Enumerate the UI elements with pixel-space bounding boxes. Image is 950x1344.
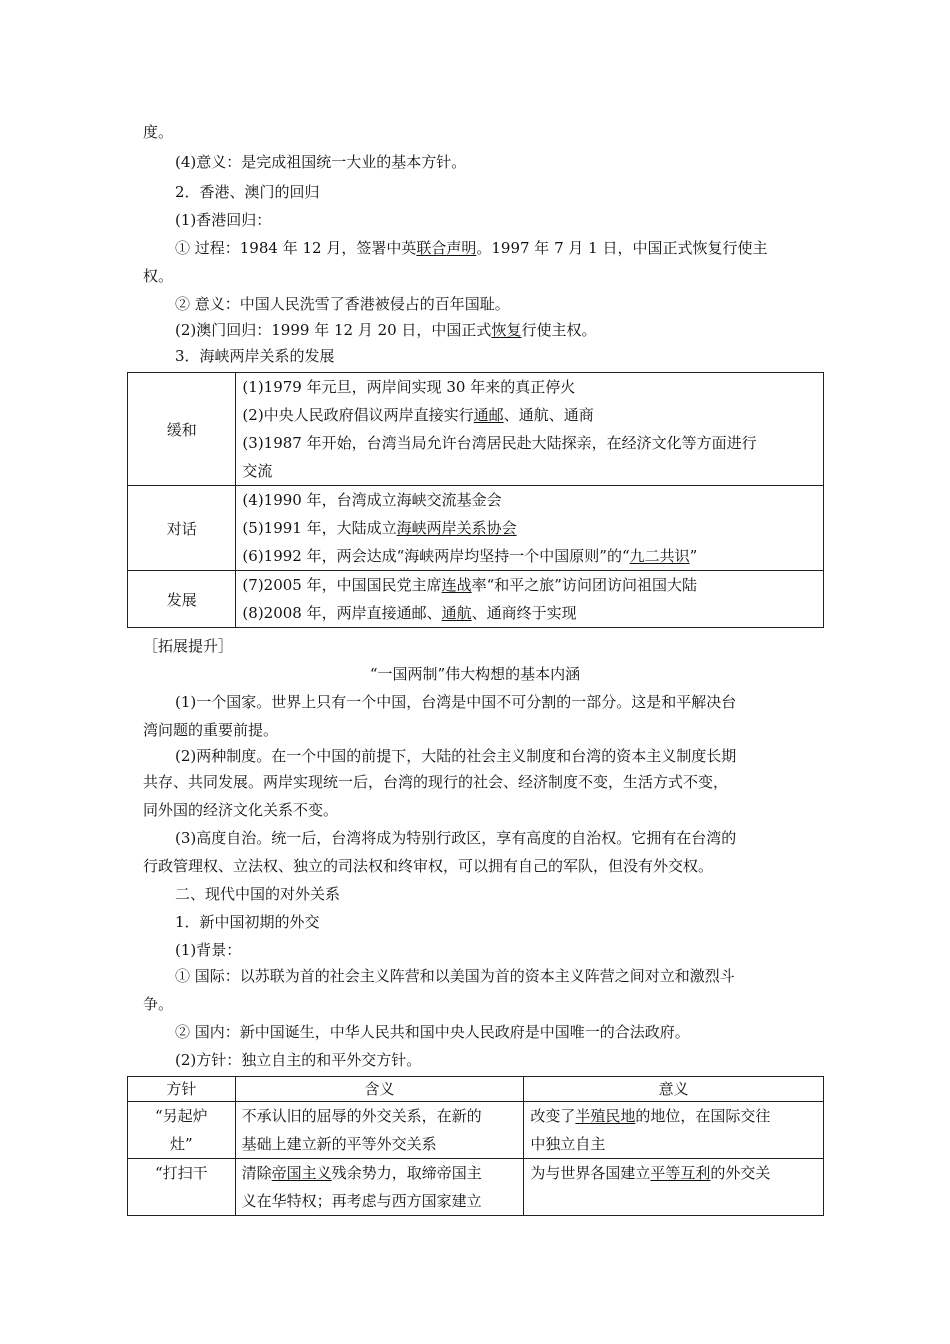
text-line: 争。 <box>143 995 174 1013</box>
text-line <box>175 238 767 258</box>
category-cell: 缓和 <box>128 373 236 486</box>
table-row <box>128 486 824 571</box>
text-line: (2)方针：独立自主的和平外交方针。 <box>175 1051 422 1069</box>
category-cell: 对话 <box>128 486 236 571</box>
significance-line <box>530 1130 817 1158</box>
text-segment: (5)1991 年，大陆成立 <box>242 519 397 537</box>
event-line <box>242 457 817 485</box>
table-row <box>128 1159 824 1216</box>
text-segment: 基础上建立新的平等外交关系 <box>241 1135 437 1153</box>
event-line <box>242 599 817 627</box>
meaning-line <box>242 1102 518 1130</box>
event-line <box>242 542 817 570</box>
cross-strait-table <box>127 372 824 628</box>
text-segment: 、通商终于实现 <box>471 604 577 622</box>
event-line <box>242 571 817 599</box>
text-segment: 的外交关 <box>710 1164 771 1182</box>
text-line: 同外国的经济文化关系不变。 <box>143 801 339 819</box>
text-segment: 不承认旧的屈辱的外交关系，在新的 <box>241 1107 482 1125</box>
underlined-answer: 帝国主义 <box>271 1164 332 1182</box>
table-row <box>128 373 824 486</box>
meaning-line <box>242 1187 518 1215</box>
text-segment: 率“和平之旅”访问团访问祖国大陆 <box>471 576 697 594</box>
text-segment: 行使主权。 <box>521 321 597 339</box>
extension-title: “一国两制”伟大构想的基本内涵 <box>369 665 581 683</box>
policy-cell <box>128 1159 236 1216</box>
events-cell <box>236 486 824 571</box>
text-line: (1)一个国家。世界上只有一个中国，台湾是中国不可分割的一部分。这是和平解决台 <box>175 693 737 711</box>
text-segment: 交流 <box>242 462 273 480</box>
text-line: 权。 <box>143 267 174 285</box>
text-segment: ” <box>689 547 698 565</box>
text-line: (3)高度自治。统一后，台湾将成为特别行政区，享有高度的自治权。它拥有在台湾的 <box>175 829 737 847</box>
meaning-cell <box>235 1159 524 1216</box>
text-segment: 义在华特权；再考虑与西方国家建立 <box>241 1192 482 1210</box>
text-segment: (4)1990 年，台湾成立海峡交流基金会 <box>242 491 502 509</box>
text-line: 2．香港、澳门的回归 <box>175 183 320 201</box>
text-line: (1)背景： <box>175 941 242 959</box>
significance-line <box>530 1102 817 1130</box>
significance-cell <box>524 1102 824 1159</box>
underlined-answer: 九二共识 <box>629 547 690 565</box>
events-cell <box>236 373 824 486</box>
text-line: ① 国际：以苏联为首的社会主义阵营和以美国为首的资本主义阵营之间对立和激烈斗 <box>175 967 735 985</box>
event-line <box>242 514 817 542</box>
text-segment: 为与世界各国建立 <box>530 1164 651 1182</box>
text-line: 行政管理权、立法权、独立的司法权和终审权，可以拥有自己的军队，但没有外交权。 <box>143 857 714 875</box>
extension-tag: ［拓展提升］ <box>143 637 234 655</box>
section-subheading: 1．新中国初期的外交 <box>175 913 320 931</box>
text-line: (1)香港回归： <box>175 211 272 229</box>
underlined-answer: 海峡两岸关系协会 <box>396 519 517 537</box>
underlined-answer: 半殖民地 <box>575 1107 636 1125</box>
text-segment: 中独立自主 <box>530 1135 606 1153</box>
section-heading: 二、现代中国的对外关系 <box>175 885 341 903</box>
significance-cell <box>524 1159 824 1216</box>
text-segment: (3)1987 年开始，台湾当局允许台湾居民赴大陆探亲，在经济文化等方面进行 <box>242 434 757 452</box>
text-segment: ① 过程：1984 年 12 月，签署中英 <box>175 239 417 257</box>
text-segment: 。1997 年 7 月 1 日，中国正式恢复行使主 <box>476 239 768 257</box>
table-header-row <box>128 1077 824 1102</box>
meaning-cell <box>235 1102 524 1159</box>
underlined-answer: 联合声明 <box>416 239 477 257</box>
text-line: ② 意义：中国人民洗雪了香港被侵占的百年国耻。 <box>175 295 510 313</box>
policy-line: “打扫干 <box>154 1164 208 1182</box>
meaning-line <box>242 1130 518 1158</box>
underlined-answer: 连战 <box>441 576 472 594</box>
text-segment: (7)2005 年，中国国民党主席 <box>242 576 442 594</box>
header-meaning: 含义 <box>235 1077 524 1102</box>
underlined-answer: 恢复 <box>491 321 522 339</box>
foreign-policy-table <box>127 1076 824 1216</box>
events-cell <box>236 571 824 628</box>
policy-line: “另起炉 <box>154 1107 208 1125</box>
text-line <box>175 320 596 340</box>
text-segment: 的地位，在国际交往 <box>635 1107 771 1125</box>
text-line: (2)两种制度。在一个中国的前提下，大陆的社会主义制度和台湾的资本主义制度长期 <box>175 747 737 765</box>
meaning-line <box>242 1159 518 1187</box>
event-line <box>242 373 817 401</box>
event-line <box>242 486 817 514</box>
underlined-answer: 平等互利 <box>650 1164 711 1182</box>
text-line: 度。 <box>143 123 174 141</box>
text-segment: (2)中央人民政府倡议两岸直接实行 <box>242 406 474 424</box>
table-row <box>128 571 824 628</box>
policy-cell <box>128 1102 236 1159</box>
header-policy: 方针 <box>128 1077 236 1102</box>
text-segment: 、通航、通商 <box>503 406 594 424</box>
text-segment: (6)1992 年，两会达成“海峡两岸均坚持一个中国原则”的“ <box>242 547 630 565</box>
significance-line <box>530 1159 817 1187</box>
text-line: 湾问题的重要前提。 <box>143 721 279 739</box>
underlined-answer: 通航 <box>441 604 472 622</box>
text-segment: (1)1979 年元旦，两岸间实现 30 年来的真正停火 <box>242 378 576 396</box>
text-segment: 清除 <box>241 1164 272 1182</box>
category-cell: 发展 <box>128 571 236 628</box>
event-line <box>242 429 817 457</box>
section-subheading: 3．海峡两岸关系的发展 <box>175 347 335 365</box>
text-line: ② 国内：新中国诞生，中华人民共和国中央人民政府是中国唯一的合法政府。 <box>175 1023 690 1041</box>
text-line: 共存、共同发展。两岸实现统一后，台湾的现行的社会、经济制度不变，生活方式不变， <box>143 773 729 791</box>
text-segment: (2)澳门回归：1999 年 12 月 20 日，中国正式 <box>175 321 492 339</box>
header-significance: 意义 <box>524 1077 824 1102</box>
text-segment: 改变了 <box>530 1107 576 1125</box>
underlined-answer: 通邮 <box>473 406 504 424</box>
text-segment: 残余势力，取缔帝国主 <box>331 1164 482 1182</box>
event-line <box>242 401 817 429</box>
policy-line: 灶” <box>169 1135 193 1153</box>
text-line: (4)意义：是完成祖国统一大业的基本方针。 <box>175 153 467 171</box>
text-segment: (8)2008 年，两岸直接通邮、 <box>242 604 442 622</box>
table-row <box>128 1102 824 1159</box>
